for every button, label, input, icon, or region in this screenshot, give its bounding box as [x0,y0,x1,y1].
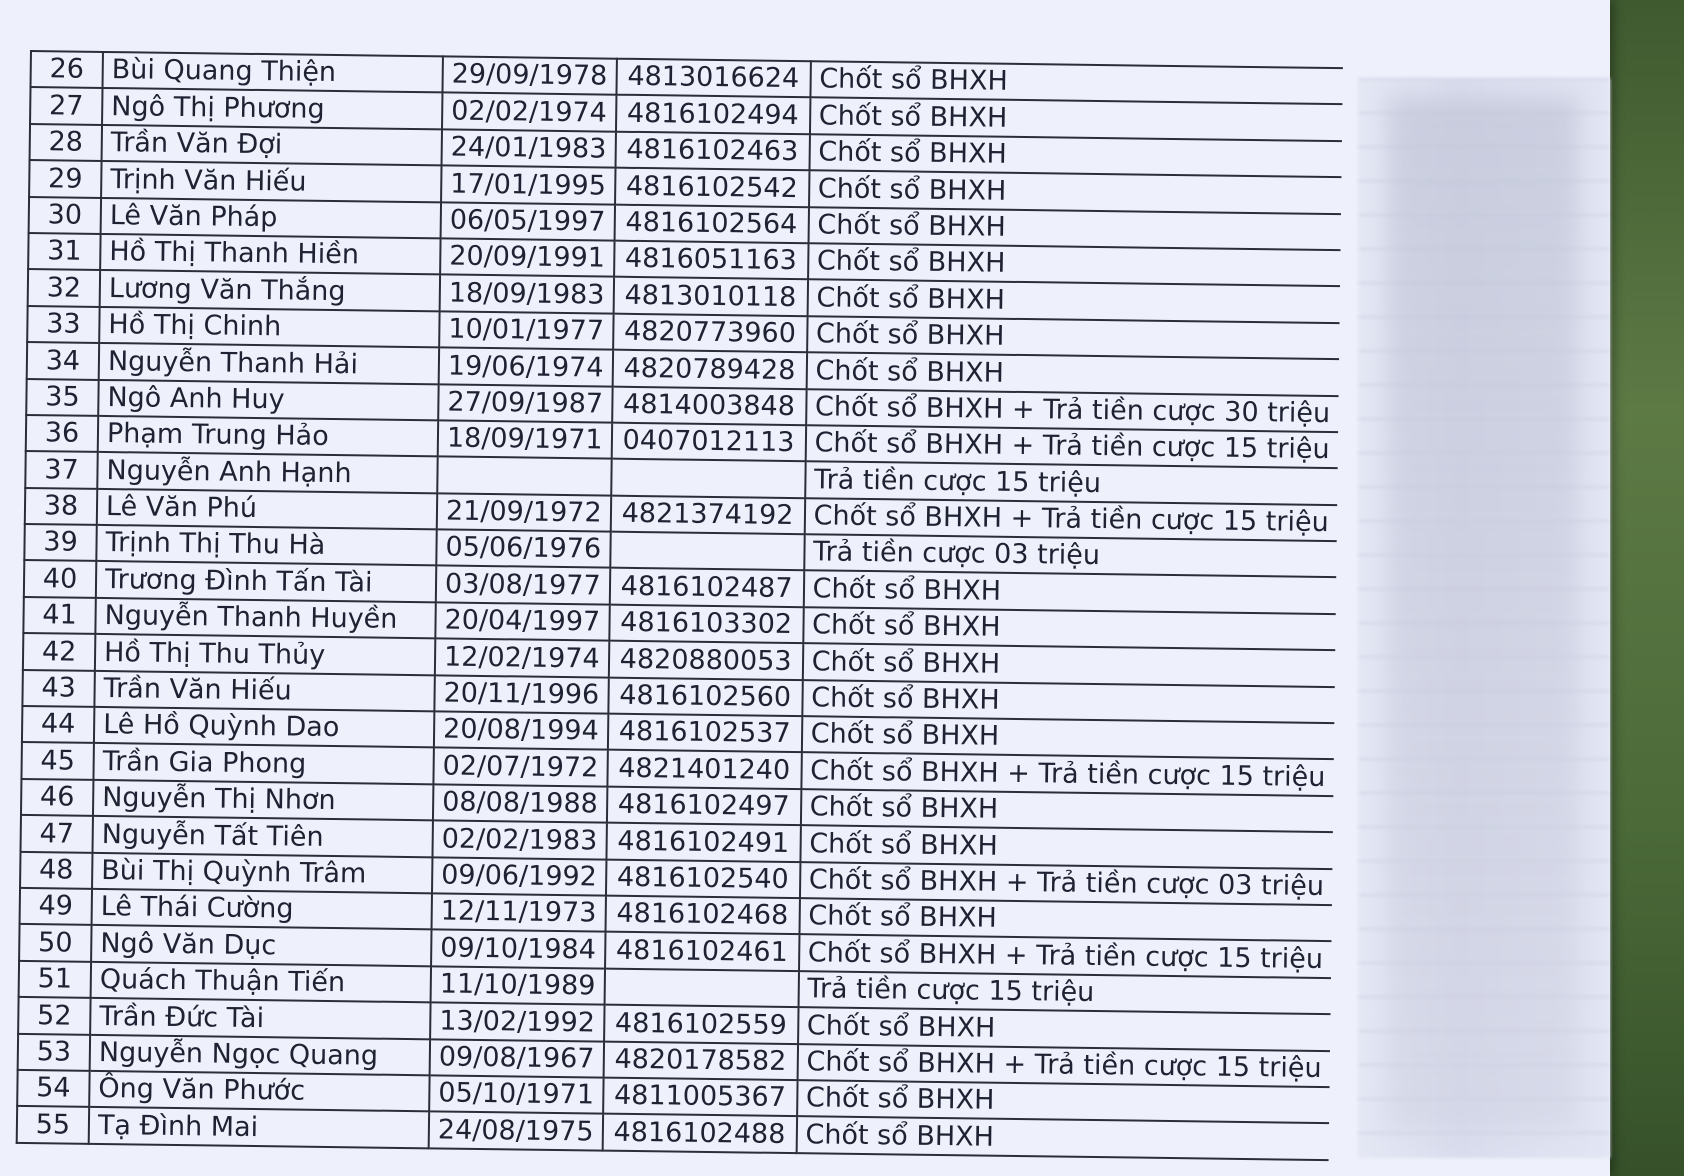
note-cell: Chốt sổ BHXH [803,571,1336,614]
full-name-cell: Lê Thái Cường [92,889,432,930]
row-number-cell: 28 [30,124,102,161]
full-name-cell: Hồ Thị Chinh [99,307,439,348]
note-cell: Chốt sổ BHXH [809,170,1342,213]
row-number-cell: 47 [21,815,93,852]
date-of-birth-cell: 02/02/1983 [432,821,606,860]
row-number-cell: 30 [29,197,101,234]
insurance-number-cell [611,459,805,498]
insurance-number-cell: 4820773960 [613,313,807,352]
row-number-cell: 34 [27,342,99,379]
full-name-cell: Tạ Đình Mai [89,1107,429,1148]
full-name-cell: Ngô Thị Phương [102,88,442,129]
employee-table [16,50,1343,1161]
row-number-cell: 42 [23,633,95,670]
row-number-cell: 52 [18,997,90,1034]
row-number-cell: 39 [24,524,96,561]
row-number-cell: 44 [22,706,94,743]
row-number-cell: 54 [17,1070,89,1107]
full-name-cell: Nguyễn Thị Nhơn [93,780,433,821]
full-name-cell: Nguyễn Thanh Huyền [95,598,435,639]
full-name-cell: Ông Văn Phước [89,1071,429,1112]
note-cell: Chốt sổ BHXH [807,316,1340,359]
insurance-number-cell: 4816102542 [615,168,809,207]
note-cell: Trả tiền cược 15 triệu [805,461,1338,504]
insurance-number-cell: 4813010118 [613,277,807,316]
full-name-cell: Nguyễn Tất Tiên [93,816,433,857]
note-cell: Chốt sổ BHXH [810,98,1343,141]
table-body [17,51,1343,1160]
insurance-number-cell: 4820789428 [612,350,806,389]
full-name-cell: Trịnh Thị Thu Hà [96,525,436,566]
date-of-birth-cell: 18/09/1983 [440,275,614,314]
table-container [16,50,1343,1161]
date-of-birth-cell: 08/08/1988 [433,784,607,823]
note-cell: Chốt sổ BHXH [807,280,1340,323]
row-number-cell: 55 [17,1106,89,1143]
full-name-cell: Nguyễn Ngọc Quang [90,1034,430,1075]
date-of-birth-cell: 02/07/1972 [433,748,607,787]
insurance-number-cell: 4813016624 [616,59,810,98]
insurance-number-cell: 4816102461 [605,932,799,971]
date-of-birth-cell: 09/06/1992 [432,857,606,896]
row-number-cell: 33 [27,306,99,343]
note-cell: Chốt sổ BHXH [808,207,1341,250]
insurance-number-cell [604,968,798,1007]
insurance-number-cell: 4816102487 [609,568,803,607]
insurance-number-cell: 4816102537 [608,714,802,753]
date-of-birth-cell: 05/10/1971 [429,1075,603,1114]
redacted-column [1358,78,1610,1158]
full-name-cell: Nguyễn Anh Hạnh [97,452,437,493]
full-name-cell: Lương Văn Thắng [100,270,440,311]
row-number-cell: 43 [22,670,94,707]
note-cell: Chốt sổ BHXH [801,789,1334,832]
full-name-cell: Lê Hồ Quỳnh Dao [94,707,434,748]
row-number-cell: 37 [25,451,97,488]
insurance-number-cell: 4814003848 [612,386,806,425]
insurance-number-cell: 4816102560 [608,677,802,716]
row-number-cell: 29 [29,160,101,197]
date-of-birth-cell: 10/01/1977 [439,311,613,350]
full-name-cell: Trần Văn Hiếu [94,671,434,712]
insurance-number-cell: 4820178582 [603,1041,797,1080]
insurance-number-cell: 4816051163 [614,241,808,280]
insurance-number-cell: 4816103302 [609,604,803,643]
date-of-birth-cell: 27/09/1987 [438,384,612,423]
note-cell: Chốt sổ BHXH [810,61,1343,104]
note-cell: Chốt sổ BHXH [801,716,1334,759]
date-of-birth-cell: 20/08/1994 [434,711,608,750]
date-of-birth-cell [437,457,611,496]
note-cell: Chốt sổ BHXH [809,134,1342,177]
full-name-cell: Ngô Anh Huy [98,379,438,420]
note-cell: Chốt sổ BHXH [803,607,1336,650]
date-of-birth-cell: 12/11/1973 [432,893,606,932]
date-of-birth-cell: 03/08/1977 [436,566,610,605]
note-cell: Trả tiền cược 03 triệu [804,534,1337,577]
insurance-number-cell: 4816102540 [606,859,800,898]
full-name-cell: Bùi Thị Quỳnh Trâm [92,852,432,893]
date-of-birth-cell: 17/01/1995 [441,166,615,205]
full-name-cell: Trần Đức Tài [90,998,430,1039]
insurance-number-cell: 0407012113 [611,423,805,462]
date-of-birth-cell: 21/09/1972 [437,493,611,532]
note-cell: Chốt sổ BHXH + Trả tiền cược 15 triệu [799,935,1332,978]
note-cell: Chốt sổ BHXH + Trả tiền cược 15 triệu [804,498,1337,541]
note-cell: Trả tiền cược 15 triệu [798,971,1331,1014]
note-cell: Chốt sổ BHXH [799,898,1332,941]
row-number-cell: 36 [26,415,98,452]
note-cell: Chốt sổ BHXH [802,643,1335,686]
row-number-cell: 32 [28,269,100,306]
note-cell: Chốt sổ BHXH + Trả tiền cược 15 triệu [805,425,1338,468]
date-of-birth-cell: 19/06/1974 [439,348,613,387]
date-of-birth-cell: 18/09/1971 [438,420,612,459]
note-cell: Chốt sổ BHXH [797,1080,1330,1123]
date-of-birth-cell: 09/10/1984 [431,930,605,969]
note-cell: Chốt sổ BHXH [800,825,1333,868]
full-name-cell: Trần Văn Đợi [102,125,442,166]
date-of-birth-cell: 20/09/1991 [440,238,614,277]
date-of-birth-cell: 13/02/1992 [430,1002,604,1041]
date-of-birth-cell: 24/08/1975 [429,1112,603,1151]
row-number-cell: 38 [25,488,97,525]
full-name-cell: Bùi Quang Thiện [103,52,443,93]
insurance-number-cell: 4821374192 [610,495,804,534]
note-cell: Chốt sổ BHXH + Trả tiền cược 03 triệu [800,862,1333,905]
full-name-cell: Hồ Thị Thu Thủy [95,634,435,675]
insurance-number-cell: 4811005367 [603,1078,797,1117]
full-name-cell: Trương Đình Tấn Tài [96,561,436,602]
row-number-cell: 27 [30,87,102,124]
note-cell: Chốt sổ BHXH [808,243,1341,286]
date-of-birth-cell: 29/09/1978 [442,56,616,95]
note-cell: Chốt sổ BHXH [796,1116,1329,1159]
full-name-cell: Trần Gia Phong [93,743,433,784]
full-name-cell: Quách Thuận Tiến [91,962,431,1003]
note-cell: Chốt sổ BHXH [798,1007,1331,1050]
full-name-cell: Ngô Văn Dục [91,925,431,966]
insurance-number-cell: 4821401240 [607,750,801,789]
insurance-number-cell [610,532,804,571]
date-of-birth-cell: 05/06/1976 [436,529,610,568]
row-number-cell: 48 [20,852,92,889]
row-number-cell: 49 [20,888,92,925]
row-number-cell: 46 [21,779,93,816]
date-of-birth-cell: 20/11/1996 [434,675,608,714]
insurance-number-cell: 4816102497 [607,786,801,825]
date-of-birth-cell: 11/10/1989 [431,966,605,1005]
row-number-cell: 35 [26,379,98,416]
full-name-cell: Nguyễn Thanh Hải [99,343,439,384]
insurance-number-cell: 4816102463 [615,131,809,170]
date-of-birth-cell: 24/01/1983 [442,129,616,168]
date-of-birth-cell: 02/02/1974 [442,93,616,132]
note-cell: Chốt sổ BHXH [806,352,1339,395]
full-name-cell: Lê Văn Phú [97,489,437,530]
note-cell: Chốt sổ BHXH + Trả tiền cược 15 triệu [797,1044,1330,1087]
note-cell: Chốt sổ BHXH + Trả tiền cược 15 triệu [801,753,1334,796]
date-of-birth-cell: 06/05/1997 [441,202,615,241]
full-name-cell: Lê Văn Pháp [101,198,441,239]
insurance-number-cell: 4816102491 [606,823,800,862]
row-number-cell: 41 [23,597,95,634]
insurance-number-cell: 4816102488 [602,1114,796,1153]
date-of-birth-cell: 12/02/1974 [435,639,609,678]
row-number-cell: 53 [18,1033,90,1070]
redaction-blur [1388,98,1578,1128]
insurance-number-cell: 4816102468 [605,896,799,935]
full-name-cell: Hồ Thị Thanh Hiền [100,234,440,275]
insurance-number-cell: 4816102559 [604,1005,798,1044]
row-number-cell: 51 [19,961,91,998]
full-name-cell: Trịnh Văn Hiếu [101,161,441,202]
insurance-number-cell: 4820880053 [608,641,802,680]
date-of-birth-cell: 20/04/1997 [435,602,609,641]
full-name-cell: Phạm Trung Hảo [98,416,438,457]
note-cell: Chốt sổ BHXH [802,680,1335,723]
date-of-birth-cell: 09/08/1967 [430,1039,604,1078]
row-number-cell: 26 [31,51,103,88]
row-number-cell: 45 [21,742,93,779]
insurance-number-cell: 4816102564 [614,204,808,243]
row-number-cell: 50 [19,924,91,961]
row-number-cell: 31 [28,233,100,270]
row-number-cell: 40 [24,560,96,597]
note-cell: Chốt sổ BHXH + Trả tiền cược 30 triệu [806,389,1339,432]
insurance-number-cell: 4816102494 [616,95,810,134]
